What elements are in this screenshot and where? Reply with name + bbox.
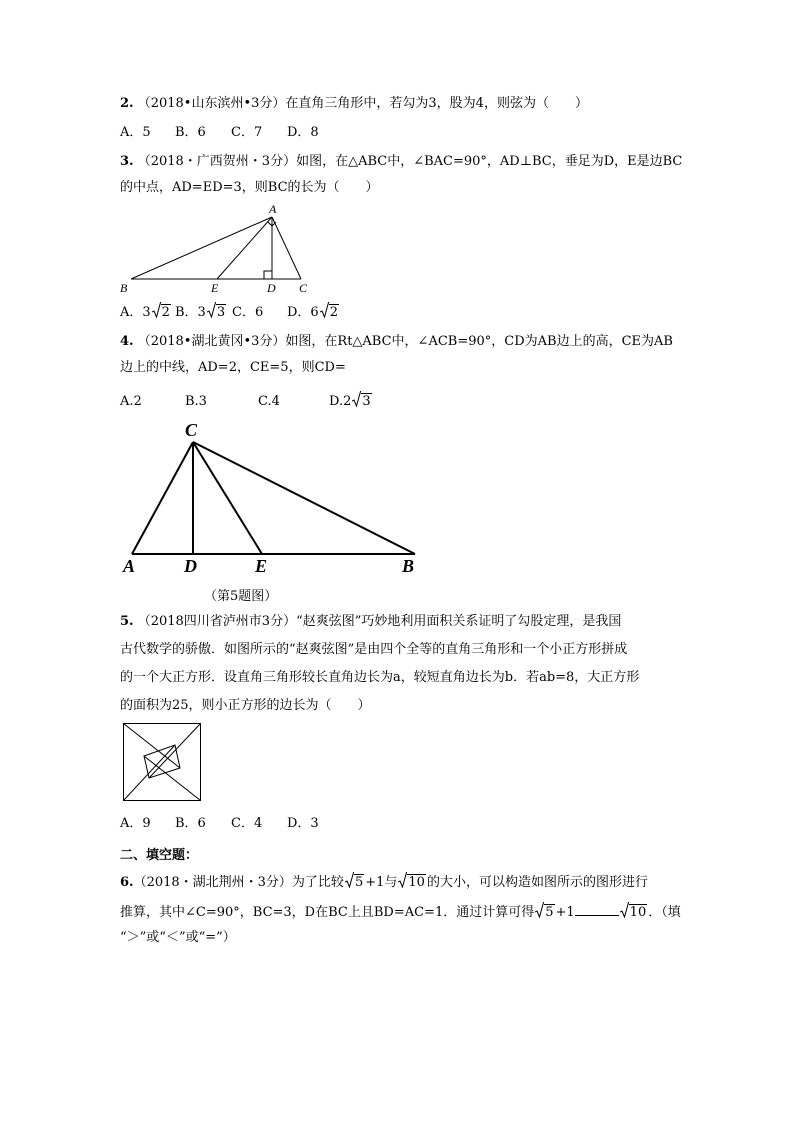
q3-line1 <box>120 153 682 171</box>
q2-option-c: C．7 <box>231 125 263 140</box>
q5-option-b: B．6 <box>175 816 206 831</box>
q4-label-a: A <box>123 556 136 576</box>
q4-number: 4. <box>120 334 134 349</box>
q3-option-a <box>120 304 172 322</box>
q4-option-b: B.3 <box>185 394 207 409</box>
q6-radicand-4: 10 <box>629 905 647 920</box>
q5-stem-1: （2018四川省泸州市3分）“赵爽弦图”巧妙地利用面积关系证明了勾股定理，是我国 <box>137 614 622 629</box>
q5-line4: 的面积为25，则小正方形的边长为（ ） <box>120 698 371 713</box>
q3-label-d: D <box>267 281 276 295</box>
q3-label-a: A <box>269 202 277 216</box>
section-fill-in-title: 二、填空题： <box>120 848 199 863</box>
q5-option-c: C．4 <box>231 816 263 831</box>
q4-option-d <box>329 393 373 411</box>
q4-line-cb <box>193 442 415 554</box>
q5-number: 5. <box>120 614 134 629</box>
q3-option-b <box>175 304 227 322</box>
q3-line-ab <box>131 217 272 279</box>
q4-option-d-radicand: 3 <box>362 394 371 409</box>
sqrt-symbol <box>320 304 339 322</box>
q3-option-b-radicand: 3 <box>216 305 226 320</box>
q3-figure <box>115 200 325 300</box>
q4-label-c: C <box>185 420 198 440</box>
q3-option-d-text: D．6 <box>287 305 319 320</box>
q4-line1 <box>120 333 673 351</box>
q2-option-d: D．8 <box>287 125 319 140</box>
q5-line2: 古代数学的骄傲．如图所示的“赵爽弦图”是由四个全等的直角三角形和一个小正方形拼成 <box>120 642 628 657</box>
q4-option-c: C.4 <box>258 394 280 409</box>
q6-radicand-3: 5 <box>545 905 554 920</box>
q6-text-1c: 的大小，可以构造如图所示的图形进行 <box>426 875 648 890</box>
q3-label-e: E <box>211 281 219 295</box>
q6-line2 <box>120 902 681 922</box>
q6-line3: “＞”或“＜”或“=”） <box>120 930 236 945</box>
q6-line1 <box>120 874 648 892</box>
sqrt-symbol <box>207 304 226 322</box>
q3-line2: 的中点，AD=ED=3，则BC的长为（ ） <box>120 180 379 195</box>
q3-line-ae <box>217 217 272 279</box>
q3-option-d-radicand: 2 <box>329 305 338 320</box>
q6-text-1a: （2018・湖北荆州・3分）为了比较 <box>133 875 344 890</box>
q3-label-b: B <box>120 281 128 295</box>
q6-radicand-2: 10 <box>408 875 425 890</box>
q5-line1 <box>120 613 621 631</box>
q6-text-2a: 推算，其中∠C=90°，BC=3，D在BC上且BD=AC=1．通过计算可得 <box>120 905 535 920</box>
q4-figure-caption: （第5题图） <box>204 589 278 604</box>
q3-option-a-radicand: 2 <box>161 305 170 320</box>
q6-answer-blank[interactable] <box>575 902 619 916</box>
q5-zhao-shuang-figure <box>118 718 208 806</box>
sqrt-symbol <box>620 904 648 922</box>
sqrt-symbol <box>345 874 364 892</box>
q3-option-b-text: B．3 <box>175 305 206 320</box>
q6-number: 6. <box>120 875 134 890</box>
q3-line-ac <box>272 217 301 279</box>
q2-option-b: B．6 <box>175 125 206 140</box>
q3-number: 3. <box>120 154 134 169</box>
sqrt-symbol <box>535 904 554 922</box>
q6-radicand-1: 5 <box>354 875 364 890</box>
q2-option-a: A．5 <box>120 125 151 140</box>
q6-text-2b: +1 <box>555 905 575 920</box>
q3-right-angle-d <box>264 271 272 279</box>
q5-line3: 的一个大正方形．设直角三角形较长直角边长为a，较短直角边长为b．若ab=8，大正方形 <box>120 670 640 685</box>
q2-text <box>120 95 588 113</box>
q4-label-b: B <box>402 556 415 576</box>
q3-option-a-text: A．3 <box>120 305 151 320</box>
sqrt-symbol <box>152 304 171 322</box>
q5-triangle-4 <box>124 745 176 801</box>
q4-label-e: E <box>255 556 268 576</box>
q4-label-d: D <box>184 556 197 576</box>
q3-stem-1: （2018・广西贺州・3分）如图，在△ABC中，∠BAC=90°，AD⊥BC，垂足为D，E是边BC <box>137 154 683 169</box>
q4-stem-1: （2018•湖北黄冈•3分）如图，在Rt△ABC中，∠ACB=90°，CD为AB边上的高，CE为AB <box>137 334 673 349</box>
q2-stem: （2018•山东滨州•3分）在直角三角形中，若勾为3，股为4，则弦为（ ） <box>137 96 588 111</box>
q5-triangle-3 <box>144 756 201 801</box>
q6-text-2c: ．（填 <box>648 905 681 920</box>
sqrt-symbol <box>352 393 371 411</box>
q4-line-ac <box>132 442 193 554</box>
q4-line2: 边上的中线，AD=2，CE=5，则CD= <box>120 360 346 375</box>
q4-figure <box>115 412 425 582</box>
q4-option-d-text: D.2 <box>329 394 352 409</box>
q6-text-1b: +1与 <box>365 875 398 890</box>
q2-number: 2. <box>120 96 134 111</box>
q3-option-c: C．6 <box>232 305 264 320</box>
sqrt-symbol <box>398 874 426 892</box>
q4-option-a: A.2 <box>120 394 142 409</box>
q5-option-d: D．3 <box>287 816 319 831</box>
q3-label-c: C <box>299 281 308 295</box>
q5-option-a: A．9 <box>120 816 151 831</box>
q3-option-d <box>287 304 340 322</box>
